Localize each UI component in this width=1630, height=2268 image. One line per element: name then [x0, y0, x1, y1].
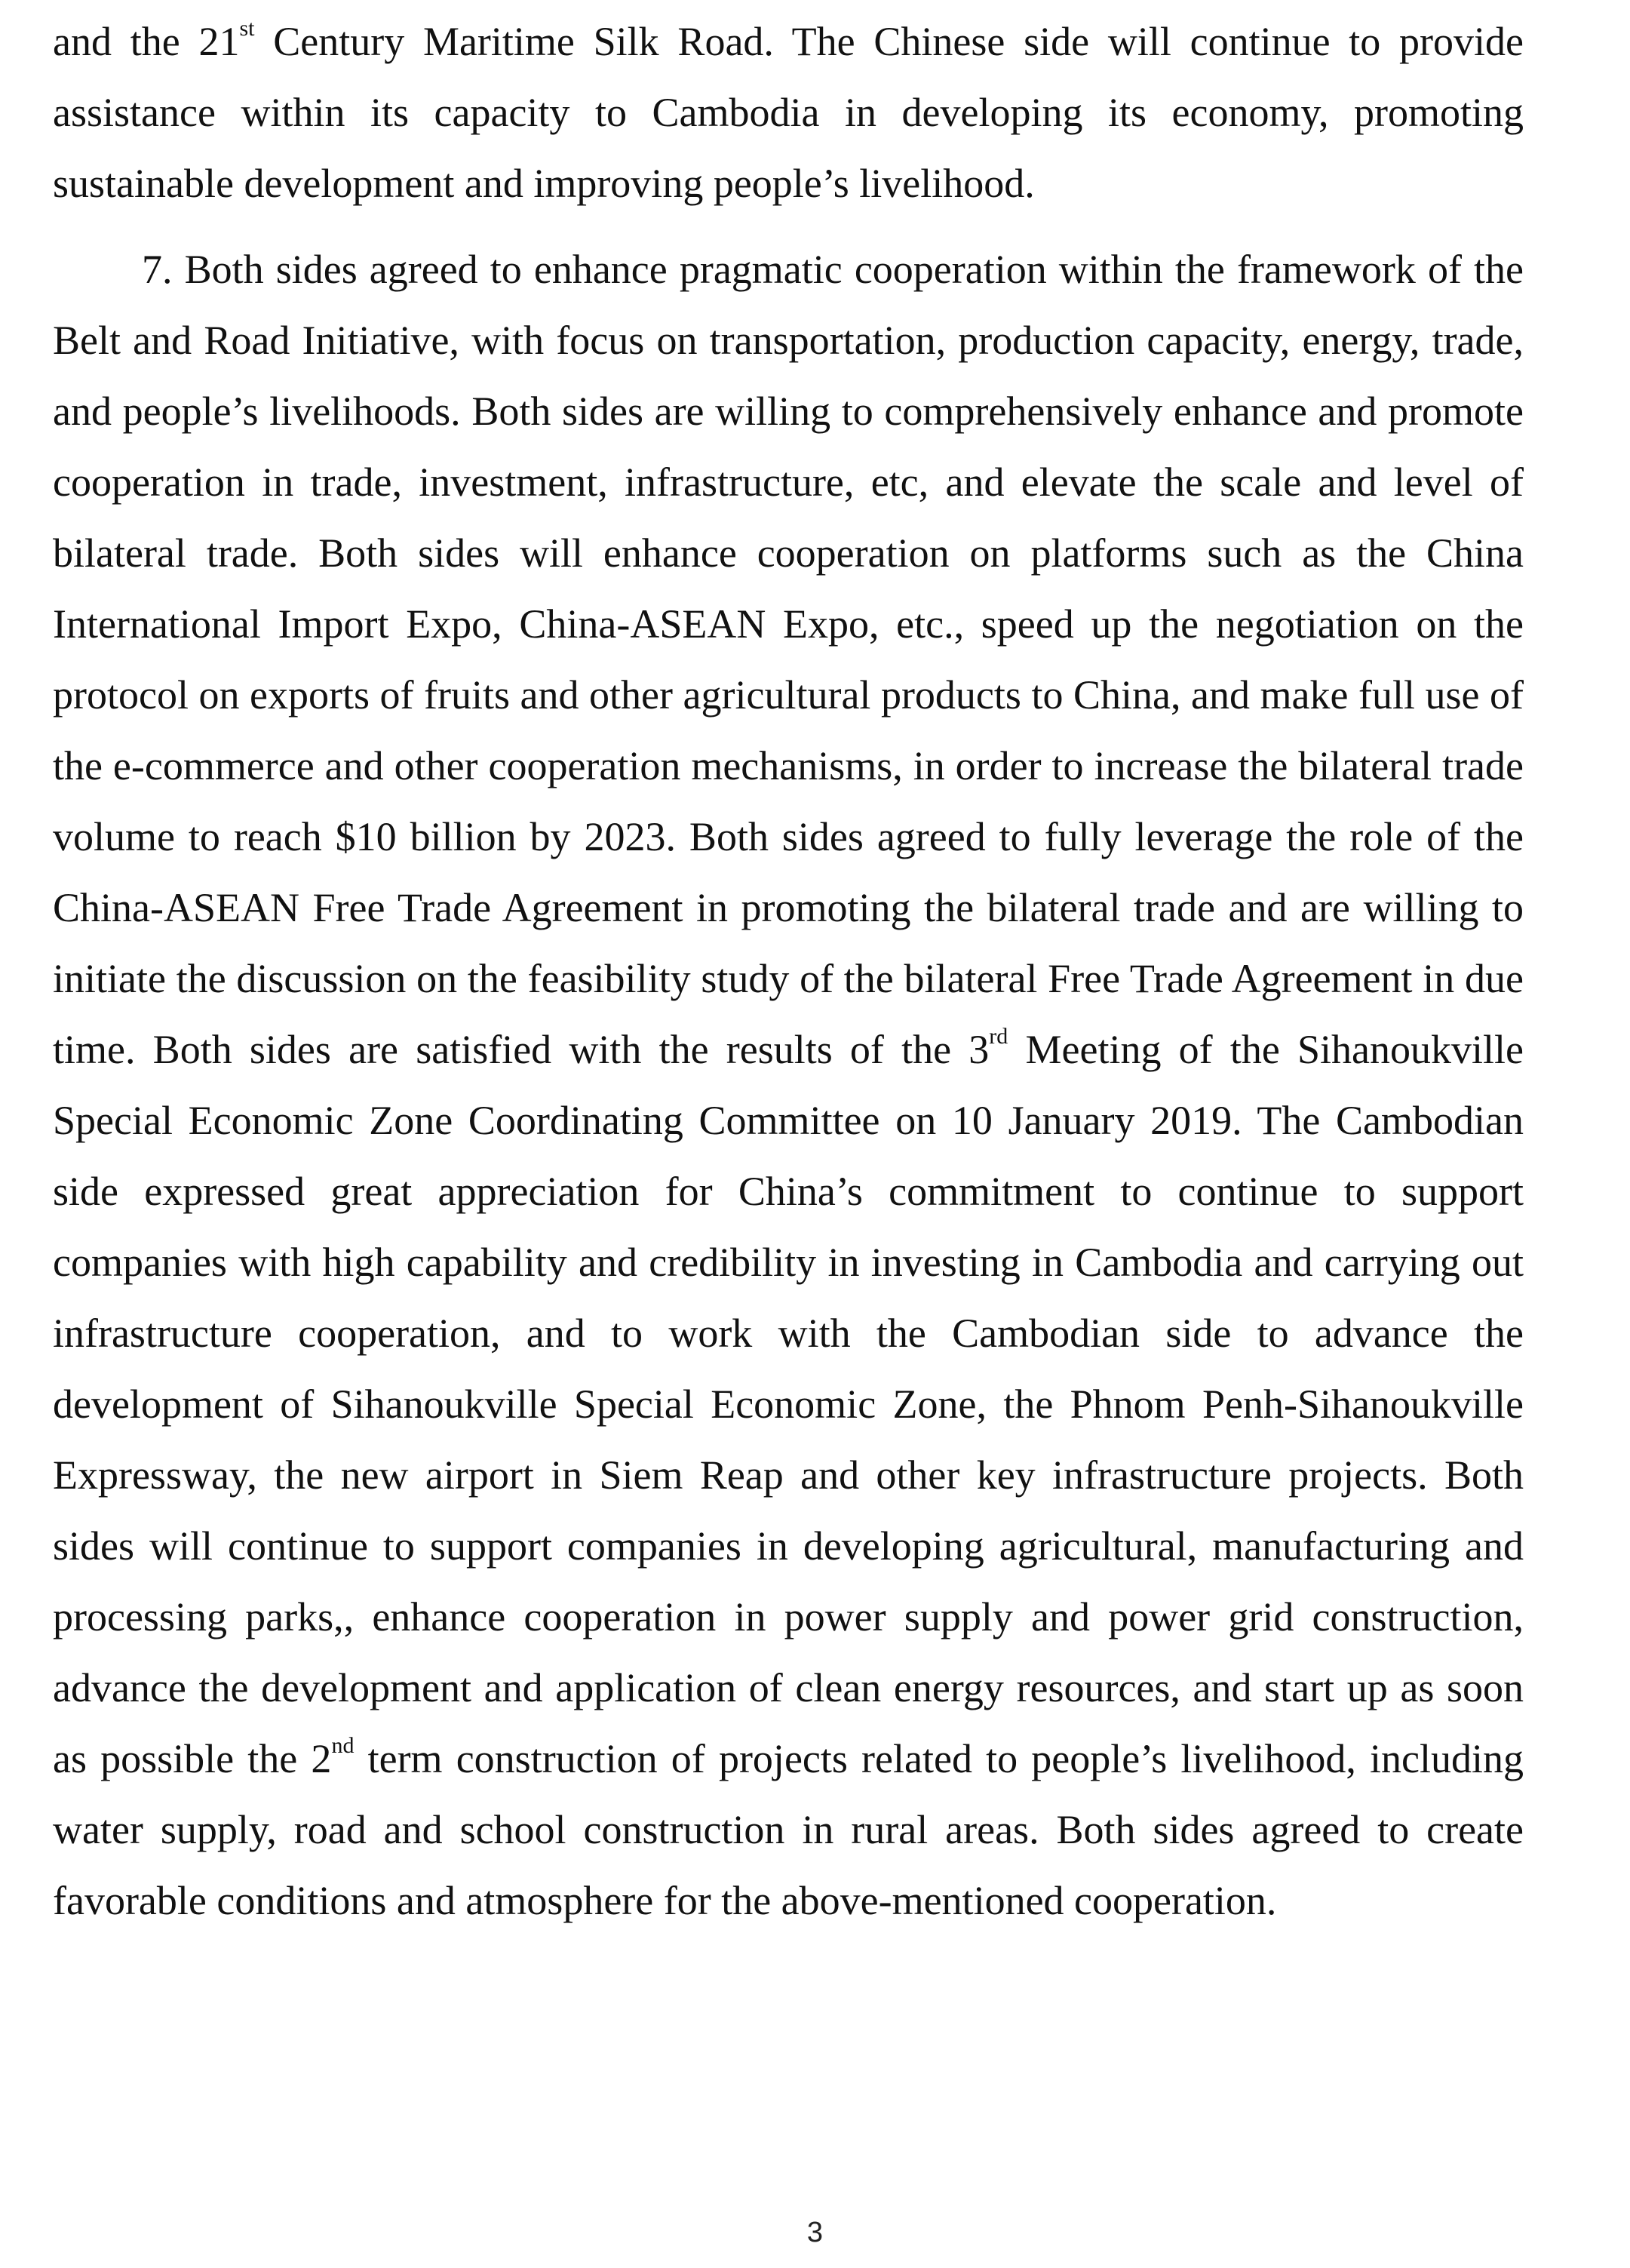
- ordinal-superscript: st: [239, 16, 255, 41]
- paragraph-text: term construction of projects related to people’s livelihood, including water supply, road and school construction in rural areas. Both sides agreed to create favorable conditions and atmosphere for the above-mentioned cooperation.: [53, 1736, 1524, 1923]
- paragraph-item-7: [53, 234, 1524, 1936]
- ordinal-superscript: rd: [989, 1024, 1008, 1049]
- paragraph-text: Meeting of the Sihanoukville Special Economic Zone Coordinating Committee on 10 January 2019. The Cambodian side expressed great appreciation for China’s commitment to continue to support companies with high capability and credibility in investing in Cambodia and carrying out infrastructure cooperation, and to work with the Cambodian side to advance the development of Sihanoukville Special Economic Zone, the Phnom Penh-Sihanoukville Expressway, the new airport in Siem Reap and other key infrastructure projects. Both sides will continue to support companies in developing agricultural, manufacturing and processing parks,, enhance cooperation in power supply and power grid construction, advance the development and application of clean energy resources, and start up as soon as possible the 2: [53, 1027, 1524, 1781]
- page-number: 3: [806, 2217, 824, 2248]
- paragraph-text: and the 21: [53, 19, 240, 64]
- paragraph-text: 7. Both sides agreed to enhance pragmatic cooperation within the framework of the Belt and Road Initiative, with focus on transportation, production capacity, energy, trade, and people’s livelihoods. Both sides are willing to comprehensively enhance and promote cooperation in trade, investment, infrastructure, etc, and elevate the scale and level of bilateral trade. Both sides will enhance cooperation on platforms such as the China International Import Expo, China-ASEAN Expo, etc., speed up the negotiation on the protocol on exports of fruits and other agricultural products to China, and make full use of the e-commerce and other cooperation mechanisms, in order to increase the bilateral trade volume to reach $10 billion by 2023. Both sides agreed to fully leverage the role of the China-ASEAN Free Trade Agreement in promoting the bilateral trade and are willing to initiate the discussion on the feasibility study of the bilateral Free Trade Agreement in due time. Both sides are satisfied with the results of the 3: [53, 247, 1524, 1072]
- document-body: [53, 6, 1524, 1936]
- paragraph-continuation: [53, 6, 1524, 219]
- ordinal-superscript: nd: [331, 1733, 355, 1758]
- paragraph-text: Century Maritime Silk Road. The Chinese side will continue to provide assistance within its capacity to Cambodia in developing its economy, promoting sustainable development and improving people’s livelihood.: [53, 19, 1524, 206]
